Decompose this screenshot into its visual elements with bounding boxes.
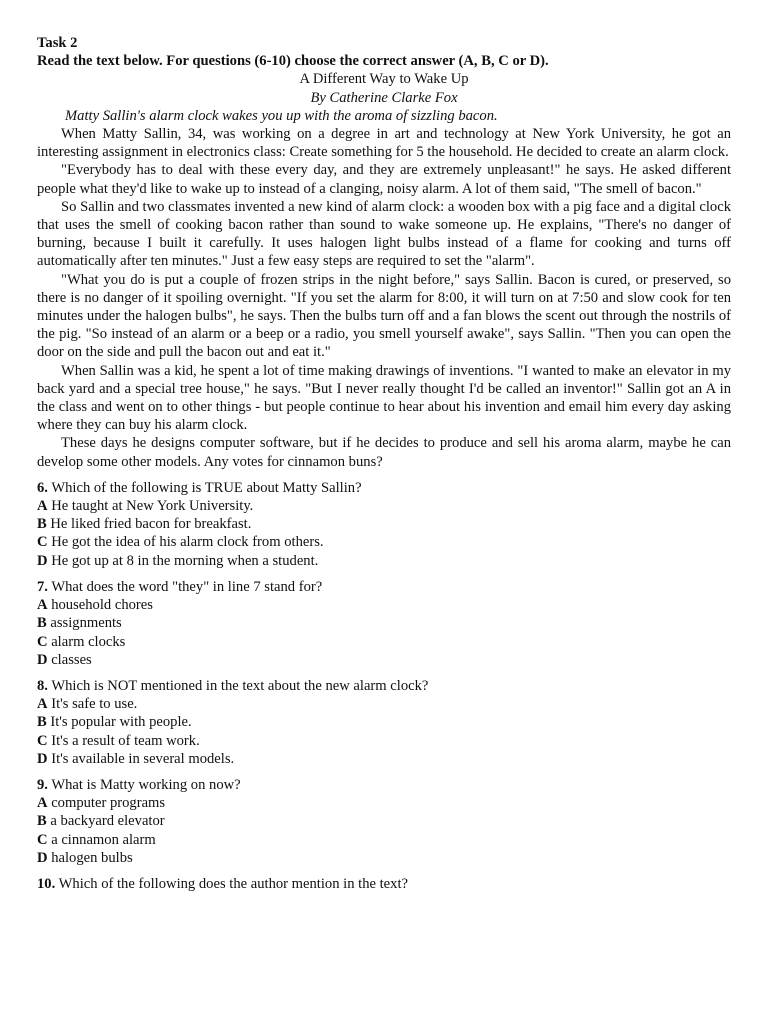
option-letter: D bbox=[37, 651, 48, 668]
answer-option-c[interactable] bbox=[37, 732, 731, 750]
answer-option-d[interactable] bbox=[37, 849, 731, 867]
article-subtitle: Matty Sallin's alarm clock wakes you up with the aroma of sizzling bacon. bbox=[65, 107, 498, 124]
option-letter: A bbox=[37, 795, 48, 812]
option-text: He got up at 8 in the morning when a student. bbox=[51, 552, 319, 569]
question-text: Which of the following does the author mention in the text? bbox=[58, 875, 408, 892]
option-text: It's a result of team work. bbox=[51, 732, 200, 749]
task-instruction: Read the text below. For questions (6-10) choose the correct answer (A, B, C or D). bbox=[37, 53, 549, 70]
option-letter: C bbox=[37, 633, 48, 650]
article-paragraph: "What you do is put a couple of frozen strips in the night before," says Sallin. Bacon is cured, or preserved, so there is no danger of it spoiling overnight. "If you set the alarm for 8:00, it will turn on at 7:50 and slow cook for ten minutes under the halogen bulbs", he says. Then the bulbs turn off and a fan blows the scent out through the nostrils of the pig. "So instead of an alarm or a beep or a radio, you smell yourself awake", says Sallin. "Then you can open the door on the side and pull the bacon out and eat it." bbox=[37, 271, 731, 361]
option-text: He got the idea of his alarm clock from others. bbox=[51, 534, 324, 551]
option-text: assignments bbox=[50, 615, 122, 632]
question-text: What is Matty working on now? bbox=[51, 776, 241, 793]
question-number: 8. bbox=[37, 677, 48, 694]
question-stem bbox=[37, 875, 731, 893]
question-number: 7. bbox=[37, 578, 48, 595]
answer-option-a[interactable] bbox=[37, 794, 731, 812]
option-text: household chores bbox=[51, 597, 153, 614]
option-text: classes bbox=[51, 651, 92, 668]
option-text: It's safe to use. bbox=[51, 696, 138, 713]
option-text: computer programs bbox=[51, 795, 166, 812]
option-text: He liked fried bacon for breakfast. bbox=[50, 516, 252, 533]
answer-option-c[interactable] bbox=[37, 831, 731, 849]
option-text: It's popular with people. bbox=[50, 714, 192, 731]
worksheet-page bbox=[37, 34, 731, 893]
answer-option-c[interactable] bbox=[37, 633, 731, 651]
option-letter: B bbox=[37, 714, 47, 731]
option-text: It's available in several models. bbox=[51, 750, 235, 767]
option-text: halogen bulbs bbox=[51, 849, 133, 866]
question-stem bbox=[37, 677, 731, 695]
article bbox=[37, 70, 731, 470]
article-paragraph: So Sallin and two classmates invented a new kind of alarm clock: a wooden box with a pig face and a digital clock that uses the smell of cooking bacon rather than sound to wake someone up. He explains, "There's no danger of burning, because I built it carefully. It uses halogen light bulbs instead of a flame for cooking and turns off automatically after ten minutes." Just a few easy steps are required to set the "alarm". bbox=[37, 198, 731, 270]
answer-option-b[interactable] bbox=[37, 812, 731, 830]
answer-option-d[interactable] bbox=[37, 750, 731, 768]
article-title: A Different Way to Wake Up bbox=[299, 71, 469, 88]
answer-option-b[interactable] bbox=[37, 614, 731, 632]
option-letter: B bbox=[37, 615, 47, 632]
option-letter: A bbox=[37, 498, 48, 515]
option-text: a cinnamon alarm bbox=[51, 831, 156, 848]
answer-option-a[interactable] bbox=[37, 497, 731, 515]
option-text: alarm clocks bbox=[51, 633, 126, 650]
question-number: 6. bbox=[37, 479, 48, 496]
option-letter: A bbox=[37, 696, 48, 713]
option-text: He taught at New York University. bbox=[51, 498, 254, 515]
answer-option-a[interactable] bbox=[37, 695, 731, 713]
answer-option-b[interactable] bbox=[37, 515, 731, 533]
answer-option-d[interactable] bbox=[37, 651, 731, 669]
option-letter: D bbox=[37, 552, 48, 569]
article-paragraph: When Sallin was a kid, he spent a lot of time making drawings of inventions. "I wanted to make an elevator in my back yard and a special tree house," he says. "But I never really thought I'd be called an inventor!" Sallin got an A in the class and went on to other things - but people continue to hear about his invention and email him every day asking where they can buy his alarm clock. bbox=[37, 362, 731, 434]
option-letter: B bbox=[37, 516, 47, 533]
article-paragraph: These days he designs computer software, but if he decides to produce and sell his aroma alarm, maybe he can develop some other models. Any votes for cinnamon buns? bbox=[37, 435, 731, 470]
option-letter: C bbox=[37, 732, 48, 749]
option-letter: C bbox=[37, 534, 48, 551]
option-text: a backyard elevator bbox=[50, 813, 165, 830]
option-letter: D bbox=[37, 750, 48, 767]
task-title: Task 2 bbox=[37, 35, 78, 51]
question-8 bbox=[37, 677, 731, 768]
question-9 bbox=[37, 776, 731, 867]
question-number: 10. bbox=[37, 875, 56, 892]
answer-option-a[interactable] bbox=[37, 596, 731, 614]
answer-option-c[interactable] bbox=[37, 533, 731, 551]
answer-option-d[interactable] bbox=[37, 552, 731, 570]
question-stem bbox=[37, 578, 731, 596]
option-letter: A bbox=[37, 597, 48, 614]
answer-option-b[interactable] bbox=[37, 713, 731, 731]
question-text: Which of the following is TRUE about Matty Sallin? bbox=[51, 479, 362, 496]
option-letter: C bbox=[37, 831, 48, 848]
option-letter: B bbox=[37, 813, 47, 830]
article-paragraph: "Everybody has to deal with these every day, and they are extremely unpleasant!" he says. He asked different people what they'd like to wake up to instead of a clanging, noisy alarm. A lot of them said, "The smell of bacon." bbox=[37, 162, 731, 197]
article-paragraph: When Matty Sallin, 34, was working on a degree in art and technology at New York University, he got an interesting assignment in electronics class: Create something for 5 the household. He decided to create an alarm clock. bbox=[37, 126, 731, 161]
question-6 bbox=[37, 479, 731, 570]
option-letter: D bbox=[37, 849, 48, 866]
question-number: 9. bbox=[37, 776, 48, 793]
question-10 bbox=[37, 875, 731, 893]
question-stem bbox=[37, 479, 731, 497]
article-byline: By Catherine Clarke Fox bbox=[310, 89, 458, 106]
question-text: Which is NOT mentioned in the text about the new alarm clock? bbox=[51, 677, 429, 694]
question-7 bbox=[37, 578, 731, 669]
question-stem bbox=[37, 776, 731, 794]
question-text: What does the word "they" in line 7 stand for? bbox=[51, 578, 323, 595]
